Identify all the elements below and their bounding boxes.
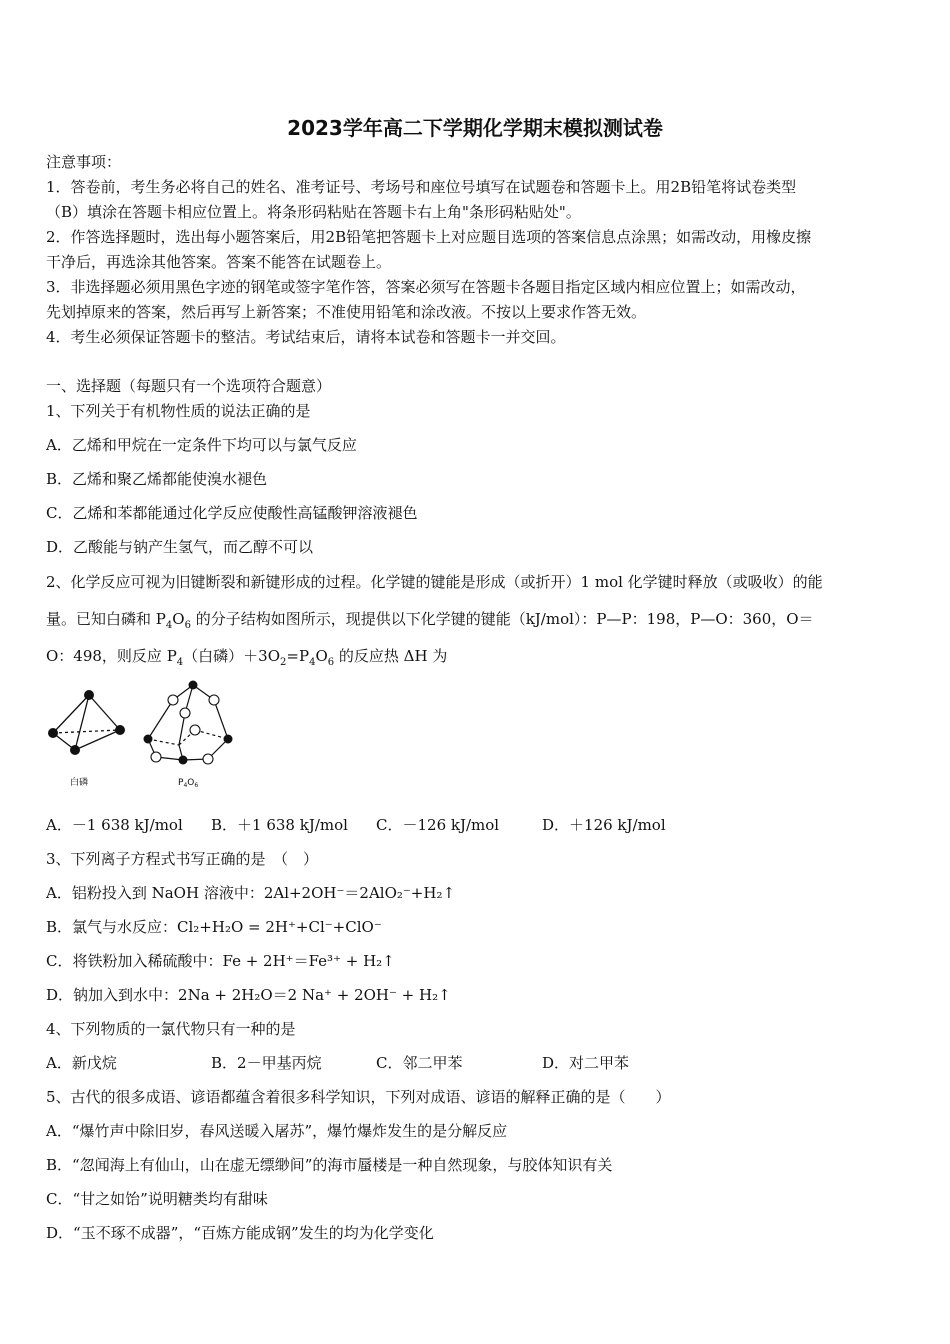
q2-text: 的分子结构如图所示，现提供以下化学键的键能（kJ/mol）：P—P：198，P—O：360，O＝ xyxy=(190,610,814,628)
q1-option-d: D．乙酸能与钠产生氢气，而乙醇不可以 xyxy=(46,538,314,556)
note-line: 2．作答选择题时，选出每小题答案后，用2B铅笔把答题卡上对应题目选项的答案信息点涂黑；如需改动，用橡皮擦 xyxy=(46,228,812,246)
q2-text: O xyxy=(315,647,328,665)
q4-options xyxy=(46,1053,629,1073)
q2-sub: 6 xyxy=(184,620,191,631)
q2-stem-line3 xyxy=(46,646,908,673)
q3-option-d: D．钠加入到水中：2Na + 2H₂O＝2 Na⁺ + 2OH⁻ + H₂↑ xyxy=(46,986,451,1004)
q2-text: O xyxy=(172,610,185,628)
notes-heading: 注意事项： xyxy=(46,153,122,171)
page-title: 2023学年高二下学期化学期末模拟测试卷 xyxy=(287,116,663,140)
q2-option-c: C．－126 kJ/mol xyxy=(376,816,500,834)
q4-option-a: A．新戊烷 xyxy=(46,1054,117,1072)
q5-stem: 5、古代的很多成语、谚语都蕴含着很多科学知识，下列对成语、谚语的解释正确的是（ ） xyxy=(46,1088,671,1106)
q2-option-a: A．－1 638 kJ/mol xyxy=(46,816,183,834)
q3-option-c: C．将铁粉加入稀硫酸中：Fe + 2H⁺＝Fe³⁺ + H₂↑ xyxy=(46,952,395,970)
q5-option-c: C．“甘之如饴”说明糖类均有甜味 xyxy=(46,1190,268,1208)
q2-sub: 2 xyxy=(280,657,287,668)
note-line: 1．答卷前，考生务必将自己的姓名、准考证号、考场号和座位号填写在试题卷和答题卡上。用2B铅笔将试卷类型 xyxy=(46,178,797,196)
q2-text: 的反应热 ΔH 为 xyxy=(334,647,448,665)
q2-sub: 4 xyxy=(176,657,184,668)
q2-text: O：498，则反应 P xyxy=(46,647,177,665)
p4o6-label-sub: 6 xyxy=(194,782,199,789)
q1-stem: 1、下列关于有机物性质的说法正确的是 xyxy=(46,402,311,420)
note-line: （B）填涂在答题卡相应位置上。将条形码粘贴在答题卡右上角"条形码粘贴处"。 xyxy=(46,203,581,221)
q3-option-a: A．铝粉投入到 NaOH 溶液中：2Al+2OH⁻＝2AlO₂⁻+H₂↑ xyxy=(46,884,456,902)
p4o6-label-o: O xyxy=(187,778,195,788)
p4o6-label-sub: 4 xyxy=(183,782,188,789)
white-phosphorus-label: 白磷 xyxy=(70,778,89,788)
q2-sub: 4 xyxy=(309,657,316,668)
q2-sub: 6 xyxy=(327,657,335,668)
q2-stem-line2 xyxy=(46,609,908,636)
q1-option-b: B．乙烯和聚乙烯都能使溴水褪色 xyxy=(46,470,268,488)
q2-options xyxy=(46,815,666,835)
q2-text: =P xyxy=(286,647,310,665)
note-line: 干净后，再选涂其他答案。答案不能答在试题卷上。 xyxy=(46,253,392,271)
white-phosphorus-tetrahedron xyxy=(53,695,120,750)
q3-option-b: B．氯气与水反应：Cl₂+H₂O = 2H⁺+Cl⁻+ClO⁻ xyxy=(46,918,382,936)
note-line: 4．考生必须保证答题卡的整洁。考试结束后，请将本试卷和答题卡一并交回。 xyxy=(46,328,566,346)
q2-text: （白磷）＋3O xyxy=(183,647,281,665)
q2-option-b: B．＋1 638 kJ/mol xyxy=(211,816,348,834)
q2-stem-line1: 2、化学反应可视为旧键断裂和新键形成的过程。化学键的键能是形成（或折开）1 mol 化学键时释放（或吸收）的能 xyxy=(46,573,823,591)
note-line: 3．非选择题必须用黑色字迹的钢笔或签字笔作答，答案必须写在答题卡各题目指定区域内相应位置上；如需改动， xyxy=(46,278,806,296)
q2-option-d: D．＋126 kJ/mol xyxy=(542,816,666,834)
molecule-figure xyxy=(40,675,250,800)
q5-option-d: D．“玉不琢不成器”，“百炼方能成钢”发生的均为化学变化 xyxy=(46,1224,434,1242)
q1-option-a: A．乙烯和甲烷在一定条件下均可以与氯气反应 xyxy=(46,436,357,454)
note-line: 先划掉原来的答案，然后再写上新答案；不准使用铅笔和涂改液。不按以上要求作答无效。 xyxy=(46,303,647,321)
q3-stem: 3、下列离子方程式书写正确的是 （ ） xyxy=(46,850,319,868)
q2-text: 量。已知白磷和 P xyxy=(46,610,166,628)
q5-option-a: A．“爆竹声中除旧岁，春风送暖入屠苏”，爆竹爆炸发生的是分解反应 xyxy=(46,1122,508,1140)
q1-option-c: C．乙烯和苯都能通过化学反应使酸性高锰酸钾溶液褪色 xyxy=(46,504,418,522)
section-heading: 一、选择题（每题只有一个选项符合题意） xyxy=(46,377,332,395)
q2-sub: 4 xyxy=(165,620,173,631)
q4-option-d: D．对二甲苯 xyxy=(542,1054,630,1072)
oxygen-atoms xyxy=(151,695,219,764)
p4o6-label-p: P xyxy=(178,778,184,788)
p4o6-label xyxy=(178,778,198,789)
q5-option-b: B．“忽闻海上有仙山，山在虚无缥缈间”的海市蜃楼是一种自然现象，与胶体知识有关 xyxy=(46,1156,613,1174)
q4-stem: 4、下列物质的一氯代物只有一种的是 xyxy=(46,1020,296,1038)
q4-option-b: B．2－甲基丙烷 xyxy=(211,1054,322,1072)
q4-option-c: C．邻二甲苯 xyxy=(376,1054,463,1072)
